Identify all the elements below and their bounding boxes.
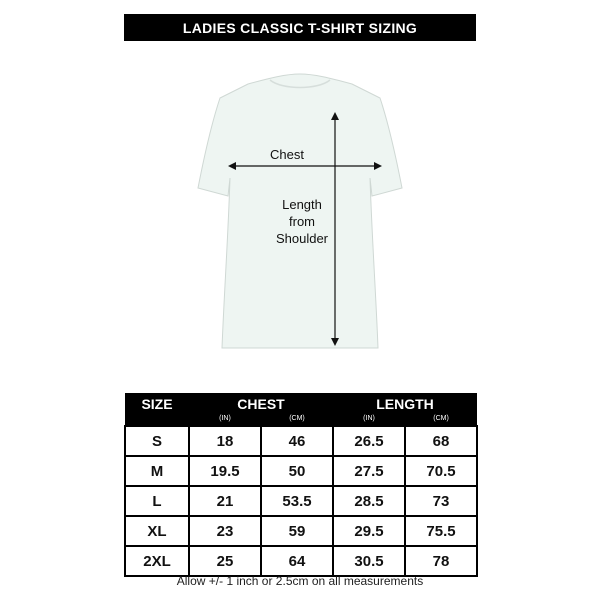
cell-chest-in: 18 [189, 426, 261, 456]
table-header-row [125, 393, 477, 415]
unit-length-cm: (CM) [405, 415, 477, 426]
chest-label: Chest [270, 147, 304, 162]
size-chart-table [124, 393, 478, 577]
unit-length-in: (IN) [333, 415, 405, 426]
page-title: LADIES CLASSIC T-SHIRT SIZING [124, 14, 476, 41]
cell-length-cm: 73 [405, 486, 477, 516]
length-label-line-2: from [289, 214, 315, 229]
cell-chest-cm: 50 [261, 456, 333, 486]
cell-length-cm: 78 [405, 546, 477, 576]
length-label-line-1: Length [282, 197, 322, 212]
table-row [125, 546, 477, 576]
cell-length-in: 30.5 [333, 546, 405, 576]
cell-size: M [125, 456, 189, 486]
unit-blank [125, 415, 189, 426]
header-chest: CHEST [189, 393, 333, 415]
cell-length-cm: 68 [405, 426, 477, 456]
cell-length-in: 27.5 [333, 456, 405, 486]
cell-length-cm: 70.5 [405, 456, 477, 486]
table-row [125, 426, 477, 456]
table-row [125, 456, 477, 486]
cell-chest-in: 23 [189, 516, 261, 546]
header-length: LENGTH [333, 393, 477, 415]
cell-size: L [125, 486, 189, 516]
table-row [125, 516, 477, 546]
unit-chest-in: (IN) [189, 415, 261, 426]
length-label [262, 196, 342, 247]
cell-length-in: 26.5 [333, 426, 405, 456]
cell-length-cm: 75.5 [405, 516, 477, 546]
cell-size: 2XL [125, 546, 189, 576]
cell-chest-cm: 53.5 [261, 486, 333, 516]
length-label-line-3: Shoulder [275, 231, 329, 246]
unit-chest-cm: (CM) [261, 415, 333, 426]
header-size: SIZE [125, 393, 189, 415]
cell-chest-cm: 59 [261, 516, 333, 546]
cell-chest-in: 25 [189, 546, 261, 576]
cell-length-in: 29.5 [333, 516, 405, 546]
cell-length-in: 28.5 [333, 486, 405, 516]
cell-chest-in: 19.5 [189, 456, 261, 486]
cell-chest-cm: 46 [261, 426, 333, 456]
table-unit-row [125, 415, 477, 426]
cell-chest-cm: 64 [261, 546, 333, 576]
cell-size: XL [125, 516, 189, 546]
cell-chest-in: 21 [189, 486, 261, 516]
measurement-footnote: Allow +/- 1 inch or 2.5cm on all measurements [176, 574, 424, 588]
cell-size: S [125, 426, 189, 456]
table-row [125, 486, 477, 516]
